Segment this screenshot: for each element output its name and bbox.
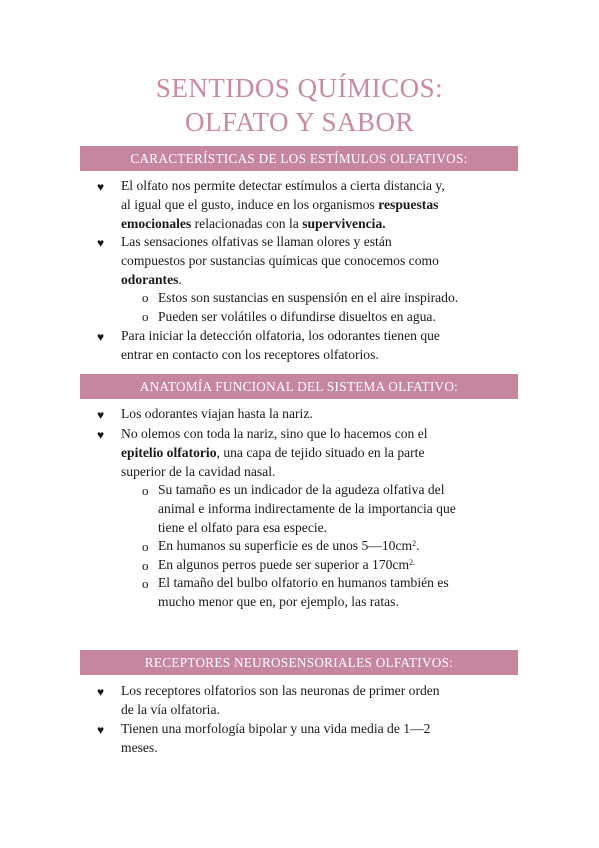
heart-bullet-icon: ♥ xyxy=(97,723,105,737)
list-item xyxy=(121,720,521,758)
sub-list-item-line: El tamaño del bulbo olfatorio en humanos también es xyxy=(158,575,449,590)
circle-bullet-icon: o xyxy=(142,576,149,591)
heart-bullet-icon: ♥ xyxy=(97,685,105,699)
list-item-line: compuestos por sustancias químicas que conocemos como xyxy=(121,252,439,268)
sub-list-item: En humanos su superficie es de unos $5—10cm^2$. xyxy=(158,538,420,553)
section-heading-anatomia: ANATOMÍA FUNCIONAL DEL SISTEMA OLFATIVO: xyxy=(80,374,518,399)
list-item xyxy=(121,682,521,720)
sub-list-item-line: animal e informa indirectamente de la importancia que xyxy=(158,500,456,516)
circle-bullet-icon: o xyxy=(142,309,149,324)
heart-bullet-icon: ♥ xyxy=(97,236,105,250)
list-item-line: odorantes. xyxy=(121,271,182,287)
sub-list-item-line: tiene el olfato para esa especie. xyxy=(158,519,328,535)
list-item-line: meses. xyxy=(121,739,158,755)
section-heading-receptores: RECEPTORES NEUROSENSORIALES OLFATIVOS: xyxy=(80,650,518,675)
list-item-line: No olemos con toda la nariz, sino que lo hacemos con el xyxy=(121,426,428,441)
sub-list-item: Pueden ser volátiles o difundirse disueltos en agua. xyxy=(158,309,436,324)
sub-list-item-line: Su tamaño es un indicador de la agudeza olfativa del xyxy=(158,482,445,497)
list-item xyxy=(121,177,521,233)
sub-list-item xyxy=(158,574,520,612)
list-item: Los odorantes viajan hasta la nariz. xyxy=(121,406,313,421)
circle-bullet-icon: o xyxy=(142,483,149,498)
list-item-line: epitelio olfatorio, una capa de tejido situado en la parte xyxy=(121,444,425,460)
page-title-line-2: OLFATO Y SABOR xyxy=(184,107,415,137)
section-heading-estimulos: CARACTERÍSTICAS DE LOS ESTÍMULOS OLFATIVOS: xyxy=(80,146,518,171)
list-item xyxy=(121,233,521,289)
list-item-line: Los receptores olfatorios son las neuronas de primer orden xyxy=(121,683,440,698)
list-item-line: Las sensaciones olfativas se llaman olores y están xyxy=(121,234,392,249)
circle-bullet-icon: o xyxy=(142,290,149,305)
list-item-line: Tienen una morfología bipolar y una vida media de 1—2 xyxy=(121,721,431,736)
list-item xyxy=(121,425,521,481)
heart-bullet-icon: ♥ xyxy=(97,428,105,442)
list-item-line: El olfato nos permite detectar estímulos a cierta distancia y, xyxy=(121,178,445,193)
circle-bullet-icon: o xyxy=(142,558,149,573)
list-item-line: superior de la cavidad nasal. xyxy=(121,463,276,479)
list-item-line: de la vía olfatoria. xyxy=(121,701,220,717)
sub-list-item-line: mucho menor que en, por ejemplo, las ratas. xyxy=(158,593,399,609)
sub-list-item: Estos son sustancias en suspensión en el aire inspirado. xyxy=(158,290,459,305)
list-item-line: emocionales relacionadas con la supervivencia. xyxy=(121,215,386,231)
list-item-line: Para iniciar la detección olfatoria, los odorantes tienen que xyxy=(121,328,440,343)
sub-list-item: En algunos perros puede ser superior a $170cm^{2.}$ xyxy=(158,557,416,572)
list-item xyxy=(121,327,521,365)
heart-bullet-icon: ♥ xyxy=(97,180,105,194)
heart-bullet-icon: ♥ xyxy=(97,408,105,422)
sub-list-item xyxy=(158,481,520,537)
list-item-line: entrar en contacto con los receptores olfatorios. xyxy=(121,346,379,362)
list-item-line: al igual que el gusto, induce en los organismos respuestas xyxy=(121,196,439,212)
circle-bullet-icon: o xyxy=(142,539,149,554)
page-title-line-1: SENTIDOS QUÍMICOS: xyxy=(155,73,444,103)
heart-bullet-icon: ♥ xyxy=(97,330,105,344)
